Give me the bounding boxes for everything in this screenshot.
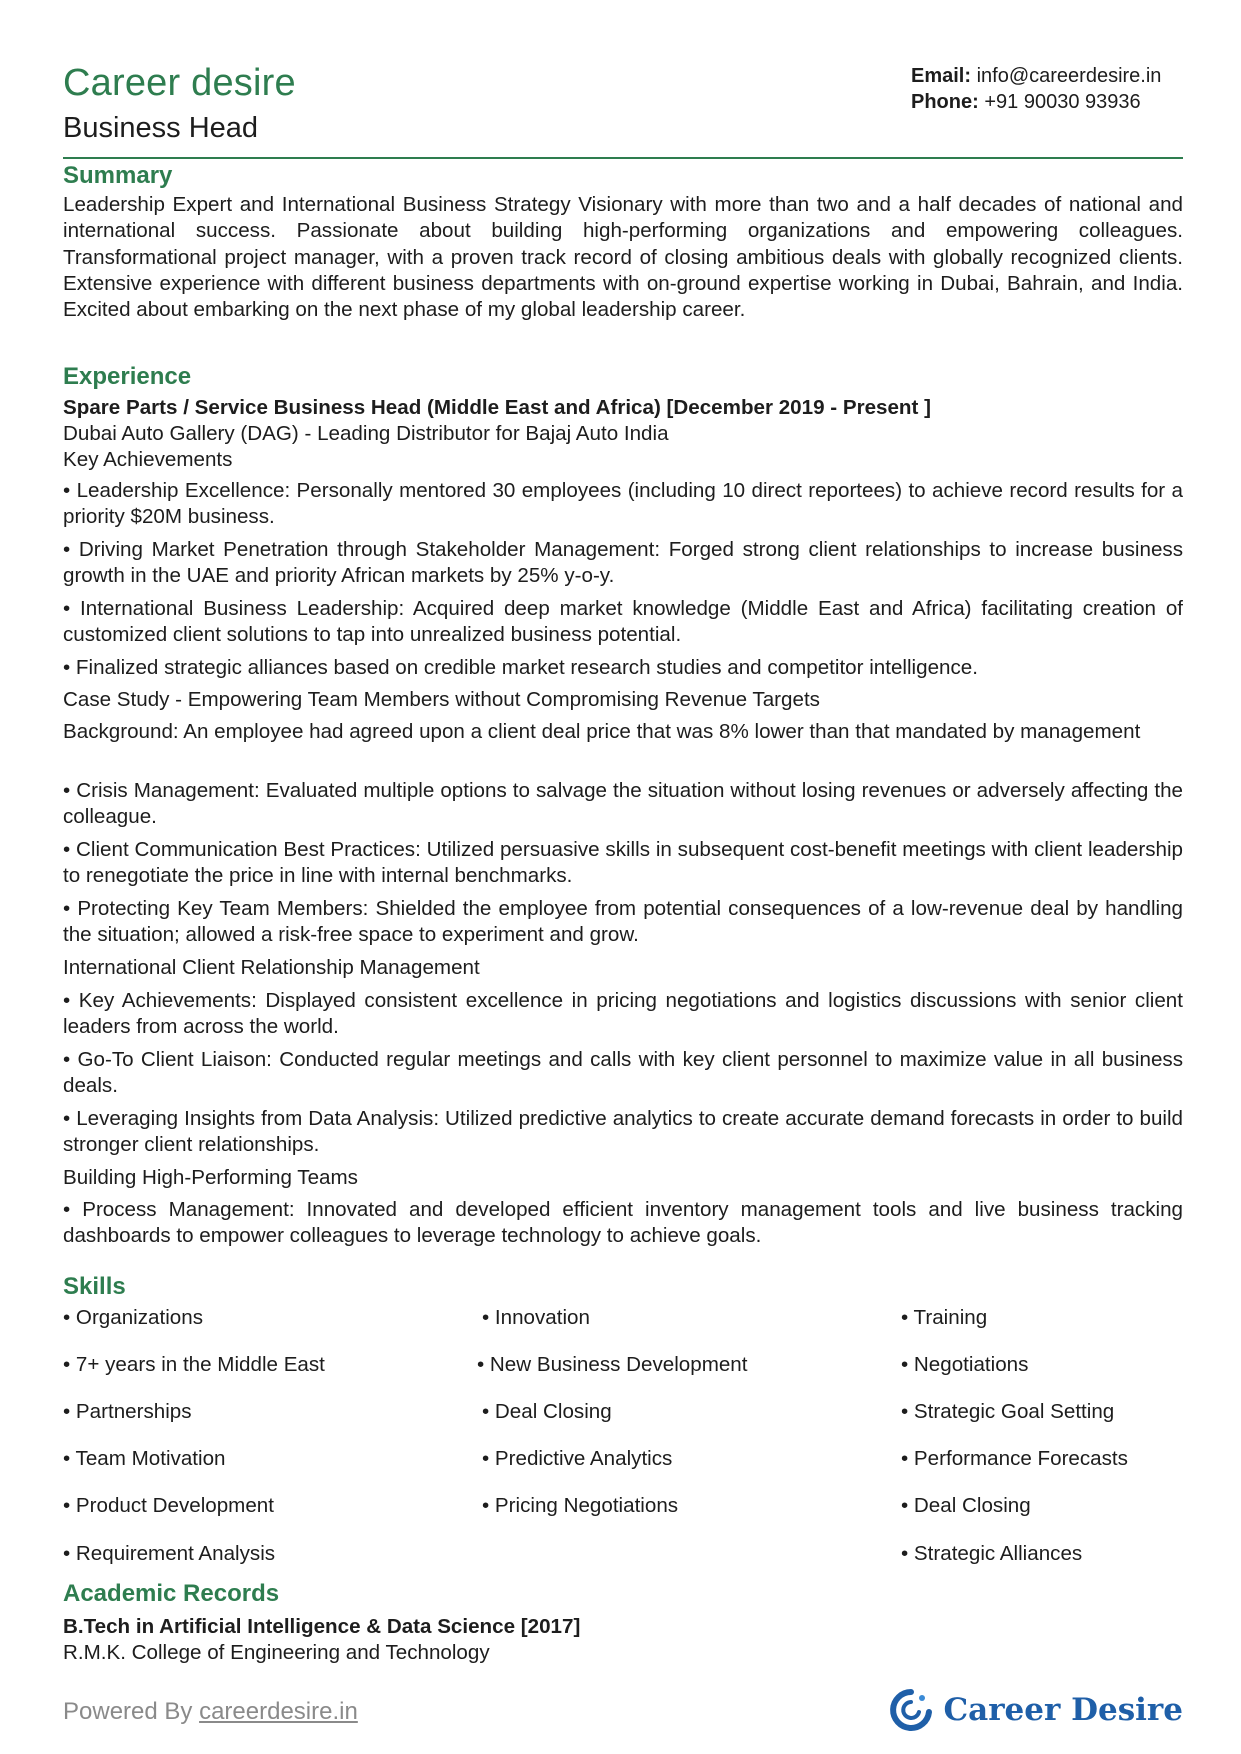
skill-item: • 7+ years in the Middle East (63, 1353, 325, 1376)
achievement-bullet: • Finalized strategic alliances based on credible market research studies and competitor intelligence. (63, 656, 978, 679)
job-title: Spare Parts / Service Business Head (Middle East and Africa) [December 2019 - Present ] (63, 396, 931, 419)
skill-item: • Team Motivation (63, 1447, 226, 1470)
intl-client-bullet: • Go-To Client Liaison: Conducted regular meetings and calls with key client personnel to maximize value in all business deals. (63, 1048, 1183, 1098)
skill-item: • Deal Closing (482, 1400, 612, 1423)
skill-item: • Innovation (482, 1306, 590, 1329)
powered-by-label: Powered By (63, 1698, 200, 1725)
contact-block (911, 63, 1183, 115)
skill-item: • Requirement Analysis (63, 1542, 276, 1565)
company-name: Dubai Auto Gallery (DAG) - Leading Distributor for Bajaj Auto India (63, 422, 669, 445)
case-study-bullet: • Protecting Key Team Members: Shielded the employee from potential consequences of a low-revenue deal by handling the situation; allowed a risk-free space to experiment and grow. (63, 897, 1183, 947)
resume-page (63, 0, 1183, 1754)
achievement-bullet: • Leadership Excellence: Personally mentored 30 employees (including 10 direct reportees) to achieve record results for a priority $20M business. (63, 479, 1183, 529)
email-label: Email: (911, 65, 972, 87)
case-study-bullet: • Client Communication Best Practices: Utilized persuasive skills in subsequent cost-benefit meetings with client leadership to renegotiate the price in line with internal benchmarks. (63, 838, 1183, 888)
achievement-bullet: • Driving Market Penetration through Stakeholder Management: Forged strong client relationships to increase business growth in the UAE and priority African markets by 25% y-o-y. (63, 538, 1183, 588)
skill-item: • Product Development (63, 1494, 274, 1517)
phone-label: Phone: (911, 91, 979, 113)
career-desire-logo (889, 1688, 1183, 1732)
skill-item: • Deal Closing (901, 1494, 1031, 1517)
skill-item: • Strategic Alliances (901, 1542, 1083, 1565)
candidate-role: Business Head (63, 112, 259, 144)
phone-line (911, 89, 1183, 115)
case-study-heading: Case Study - Empowering Team Members without Compromising Revenue Targets (63, 688, 820, 711)
intl-client-bullet: • Leveraging Insights from Data Analysis: Utilized predictive analytics to create accurate demand forecasts in order to build stronger client relationships. (63, 1107, 1183, 1157)
skill-item: • Predictive Analytics (482, 1447, 673, 1470)
skill-item: • New Business Development (477, 1353, 748, 1376)
email-line (911, 63, 1183, 89)
key-achievements-heading: Key Achievements (63, 448, 233, 471)
degree-line: B.Tech in Artificial Intelligence & Data Science [2017] (63, 1615, 581, 1638)
careerdesire-link[interactable]: careerdesire.in (199, 1698, 358, 1725)
teams-heading: Building High-Performing Teams (63, 1166, 358, 1189)
achievement-bullet: • International Business Leadership: Acquired deep market knowledge (Middle East and Africa) facilitating creation of customized client solutions to tap into unrealized business potential. (63, 597, 1183, 647)
candidate-name: Career desire (63, 62, 296, 104)
phone-value[interactable]: +91 90030 93936 (984, 91, 1141, 113)
logo-text: Career Desire (943, 1692, 1183, 1728)
college-line: R.M.K. College of Engineering and Technology (63, 1641, 490, 1664)
summary-heading: Summary (63, 162, 173, 189)
header-divider (63, 157, 1183, 159)
experience-heading: Experience (63, 363, 192, 390)
skill-item: • Negotiations (901, 1353, 1029, 1376)
powered-by (63, 1698, 358, 1726)
case-study-bullet: • Crisis Management: Evaluated multiple options to salvage the situation without losing revenues or adversely affecting the colleague. (63, 779, 1183, 829)
academic-heading: Academic Records (63, 1580, 280, 1607)
case-study-background: Background: An employee had agreed upon a client deal price that was 8% lower than that mandated by management (63, 720, 1141, 743)
skill-item: • Pricing Negotiations (482, 1494, 679, 1517)
skill-item: • Strategic Goal Setting (901, 1400, 1115, 1423)
summary-text: Leadership Expert and International Business Strategy Visionary with more than two and a half decades of national and international success. Passionate about building high-performing organizations and empowering colleagues. Transformational project manager, with a proven track record of closing ambitious deals with globally recognized clients. Extensive experience with different business departments with on-ground expertise working in Dubai, Bahrain, and India. Excited about embarking on the next phase of my global leadership career. (63, 193, 1183, 322)
skills-heading: Skills (63, 1273, 126, 1300)
skill-item: • Organizations (63, 1306, 203, 1329)
skill-item: • Training (901, 1306, 988, 1329)
intl-client-bullet: • Key Achievements: Displayed consistent excellence in pricing negotiations and logistics discussions with senior client leaders from across the world. (63, 989, 1183, 1039)
teams-bullet: • Process Management: Innovated and developed efficient inventory management tools and live business tracking dashboards to empower colleagues to leverage technology to achieve goals. (63, 1198, 1183, 1248)
skill-item: • Performance Forecasts (901, 1447, 1128, 1470)
skill-item: • Partnerships (63, 1400, 192, 1423)
email-value[interactable]: info@careerdesire.in (976, 65, 1162, 87)
intl-client-heading: International Client Relationship Management (63, 956, 480, 979)
logo-swirl-icon (889, 1688, 933, 1732)
